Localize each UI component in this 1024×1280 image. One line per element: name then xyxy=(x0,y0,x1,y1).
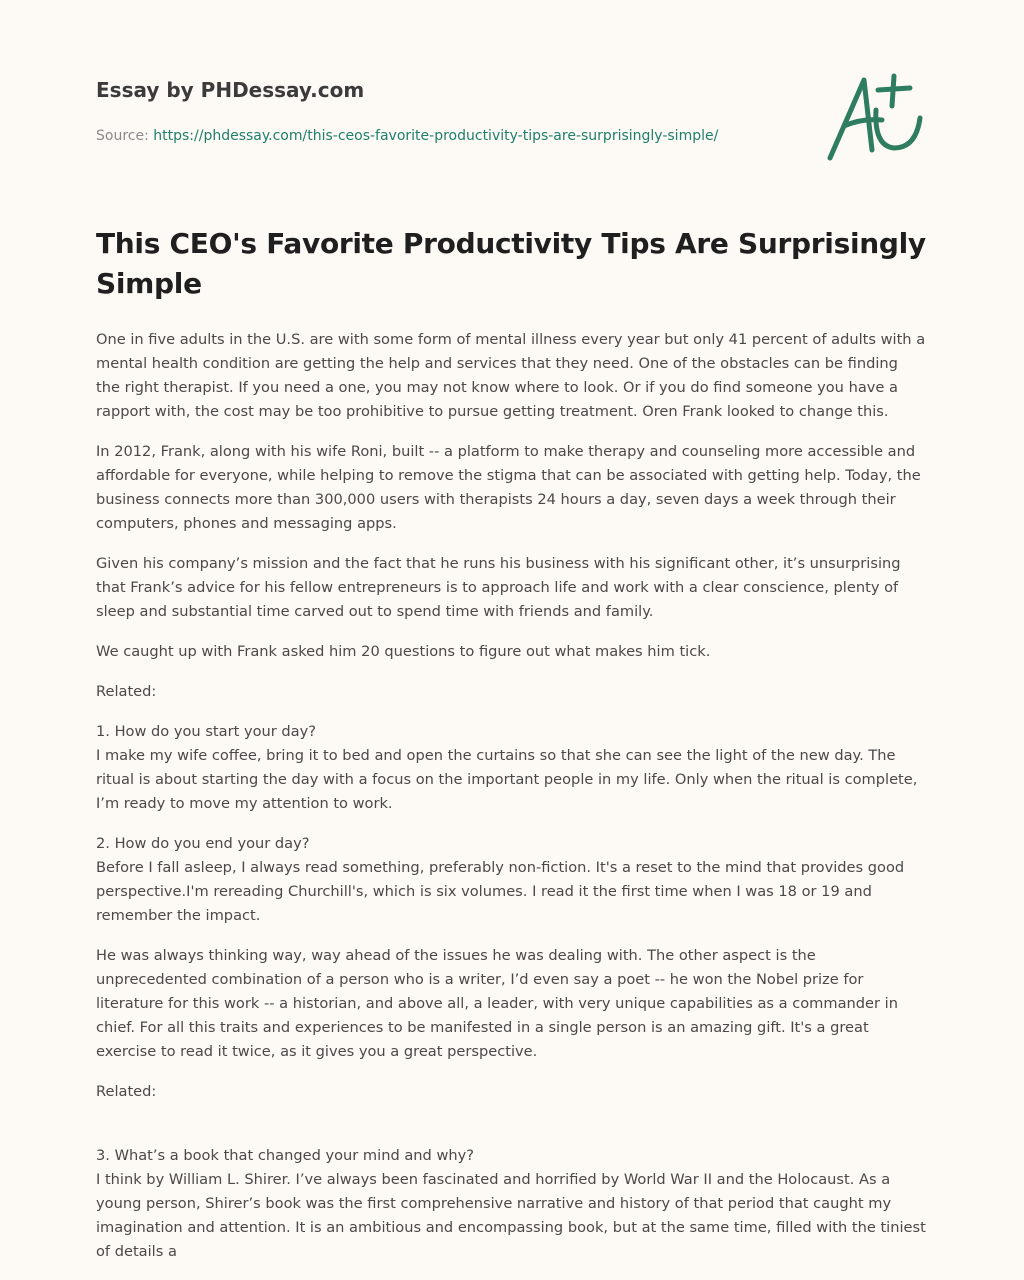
article-title: This CEO's Favorite Productivity Tips Are Surprisingly Simple xyxy=(96,227,926,300)
article-paragraph: He was always thinking way, way ahead of the issues he was dealing with. The other aspect is the unprecedented combination of a person who is a writer, I’d even say a poet -- he won the Nobel prize for literature for this work -- a historian, and above all, a leader, with very unique capabilities as a commander in chief. For all this traits and experiences to be manifested in a single person is an amazing gift. It's a great exercise to read it twice, as it gives you a great perspective. xyxy=(96,947,898,1060)
article-paragraph: In 2012, Frank, along with his wife Roni, built -- a platform to make therapy and counseling more accessible and affordable for everyone, while helping to remove the stigma that can be associated with getting help. Today, the business connects more than 300,000 users with therapists 24 hours a day, seven days a week through their computers, phones and messaging apps. xyxy=(96,443,921,532)
article-paragraph: 1. How do you start your day? I make my wife coffee, bring it to bed and open the curtains so that she can see the light of the new day. The ritual is about starting the day with a focus on the important people in my life. Only when the ritual is complete, I’m ready to move my attention to work. xyxy=(96,723,918,812)
article-paragraph: Related: xyxy=(96,1083,157,1100)
source-link[interactable]: https://phdessay.com/this-ceos-favorite-productivity-tips-are-surprisingly-simple/ xyxy=(153,128,719,144)
article-paragraph: Given his company’s mission and the fact that he runs his business with his significant other, it’s unsurprising that Frank’s advice for his fellow entrepreneurs is to approach life and work with a clear conscience, plenty of sleep and substantial time carved out to spend time with friends and family. xyxy=(96,555,901,620)
source-label: Source: xyxy=(96,128,149,144)
site-brand: Essay by PHDessay.com xyxy=(96,78,365,102)
essay-header xyxy=(96,76,796,146)
article-paragraph: 2. How do you end your day? Before I fall asleep, I always read something, preferably non-fiction. It's a reset to the mind that provides good perspective.I'm rereading Churchill's, which is six volumes. I read it the first time when I was 18 or 19 and remember the impact. xyxy=(96,835,905,924)
article-body xyxy=(96,328,926,1264)
a-plus-logo-icon xyxy=(822,68,928,164)
article-paragraph: One in five adults in the U.S. are with some form of mental illness every year but only 41 percent of adults with a mental health condition are getting the help and services that they need. One of the obstacles can be finding the right therapist. If you need a one, you may not know where to look. Or if you do find someone you have a rapport with, the cost may be too prohibitive to pursue getting treatment. Oren Frank looked to change this. xyxy=(96,331,926,420)
article xyxy=(96,224,926,1280)
article-paragraph: 3. What’s a book that changed your mind and why? I think by William L. Shirer. I’ve always been fascinated and horrified by World War II and the Holocaust. As a young person, Shirer’s book was the first comprehensive narrative and history of that period that caught my imagination and attention. It is an ambitious and encompassing book, but at the same time, filled with the tiniest of details a xyxy=(96,1147,926,1260)
article-paragraph: Related: xyxy=(96,683,157,700)
article-paragraph: We caught up with Frank asked him 20 questions to figure out what makes him tick. xyxy=(96,643,711,660)
source-line xyxy=(96,126,796,146)
